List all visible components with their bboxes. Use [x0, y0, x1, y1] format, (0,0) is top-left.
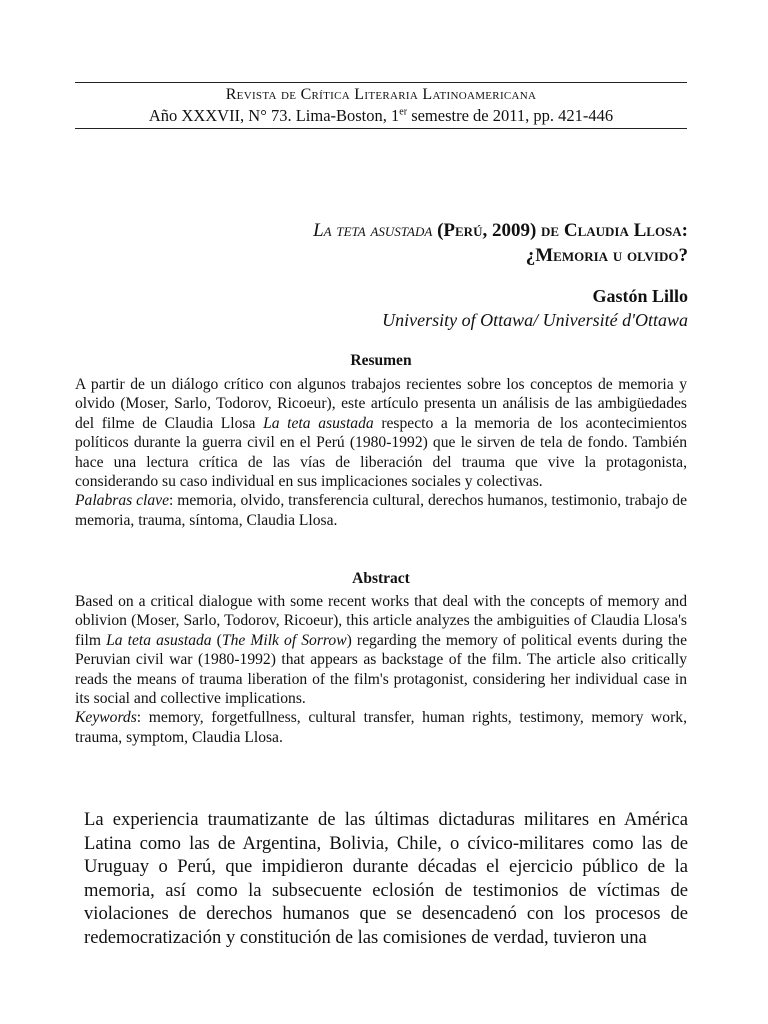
- journal-name: Revista de Crítica Literaria Latinoamericana: [225, 86, 537, 103]
- title-film: La teta asustada: [313, 220, 433, 241]
- resumen-keywords-label: Palabras clave: [75, 492, 169, 510]
- header-rule-top: [75, 82, 687, 83]
- issue-superscript: er: [399, 106, 408, 118]
- title-rest: (Perú, 2009) de Claudia Llosa:: [432, 220, 688, 241]
- abstract-paren-open: (: [211, 631, 222, 649]
- abstract-text-1: Based on a critical dialogue with some recent works that deal with the concepts of memory and oblivion (Moser, Sarlo, Todorov, Ricoeur), this article analyzes the ambiguities of Claudia Llosa's film: [75, 593, 687, 649]
- abstract-keywords-label: Keywords: [75, 709, 137, 727]
- author-name: Gastón Lillo: [592, 286, 688, 306]
- resumen-paragraph: [75, 375, 687, 530]
- abstract-film-en: The Milk of Sorrow: [221, 631, 347, 649]
- journal-issue: [75, 106, 687, 126]
- resumen-film: La teta asustada: [263, 414, 374, 432]
- resumen-text-1: A partir de un diálogo crítico con algunos trabajos recientes sobre los conceptos de memoria y olvido (Moser, Sarlo, Todorov, Ricoeur), este artículo presenta un análisis de las ambigüedades del filme de Claudia Llosa: [75, 376, 687, 432]
- body-paragraph: La experiencia traumatizante de las últimas dictaduras militares en América Latina como las de Argentina, Bolivia, Chile, o cívico-militares como las de Uruguay o Perú, que impidieron durante décadas el ejercicio público de la memoria, así como la subsecuente eclosión de testimonios de víctimas de violaciones de derechos humanos que se desencadenó con los procesos de redemocratización y constitución de las comisiones de verdad, tuvieron una: [84, 809, 688, 948]
- abstract-text-2: ) regarding the memory of political events during the Peruvian civil war (1980-1992) that appears as backstage of the film. The article also critically reads the means of trauma liberation of the film's protagonist, considering her individual case in its social and collective implications.: [75, 631, 688, 708]
- abstract-film: La teta asustada: [106, 631, 212, 649]
- resumen-keywords: [75, 491, 687, 530]
- article-title: [100, 218, 688, 268]
- abstract-paragraph: [75, 592, 687, 747]
- author-affiliation: University of Ottawa/ Université d'Ottawa: [382, 310, 688, 330]
- issue-prefix: Año XXXVII, N° 73. Lima-Boston, 1: [148, 106, 400, 125]
- abstract-keywords-list: : memory, forgetfullness, cultural transfer, human rights, testimony, memory work, trauma, symptom, Claudia Llosa.: [75, 709, 687, 746]
- issue-suffix: semestre de 2011, pp. 421-446: [407, 106, 614, 125]
- header-rule-bottom: [75, 128, 687, 129]
- abstract-heading: Abstract: [352, 570, 410, 587]
- resumen-heading: Resumen: [350, 352, 412, 369]
- resumen-keywords-list: : memoria, olvido, transferencia cultural, derechos humanos, testimonio, trabajo de memoria, trauma, síntoma, Claudia Llosa.: [75, 492, 687, 529]
- title-line2: ¿Memoria u olvido?: [525, 245, 688, 266]
- resumen-text-2: respecto a la memoria de los acontecimientos políticos durante la guerra civil en el Perú (1980-1992) que le sirven de tela de fondo. También hace una lectura crítica de las vías de liberación del trauma que vive la protagonista, considerando su caso individual en sus implicaciones sociales y colectivas.: [75, 414, 687, 491]
- abstract-keywords: [75, 708, 687, 747]
